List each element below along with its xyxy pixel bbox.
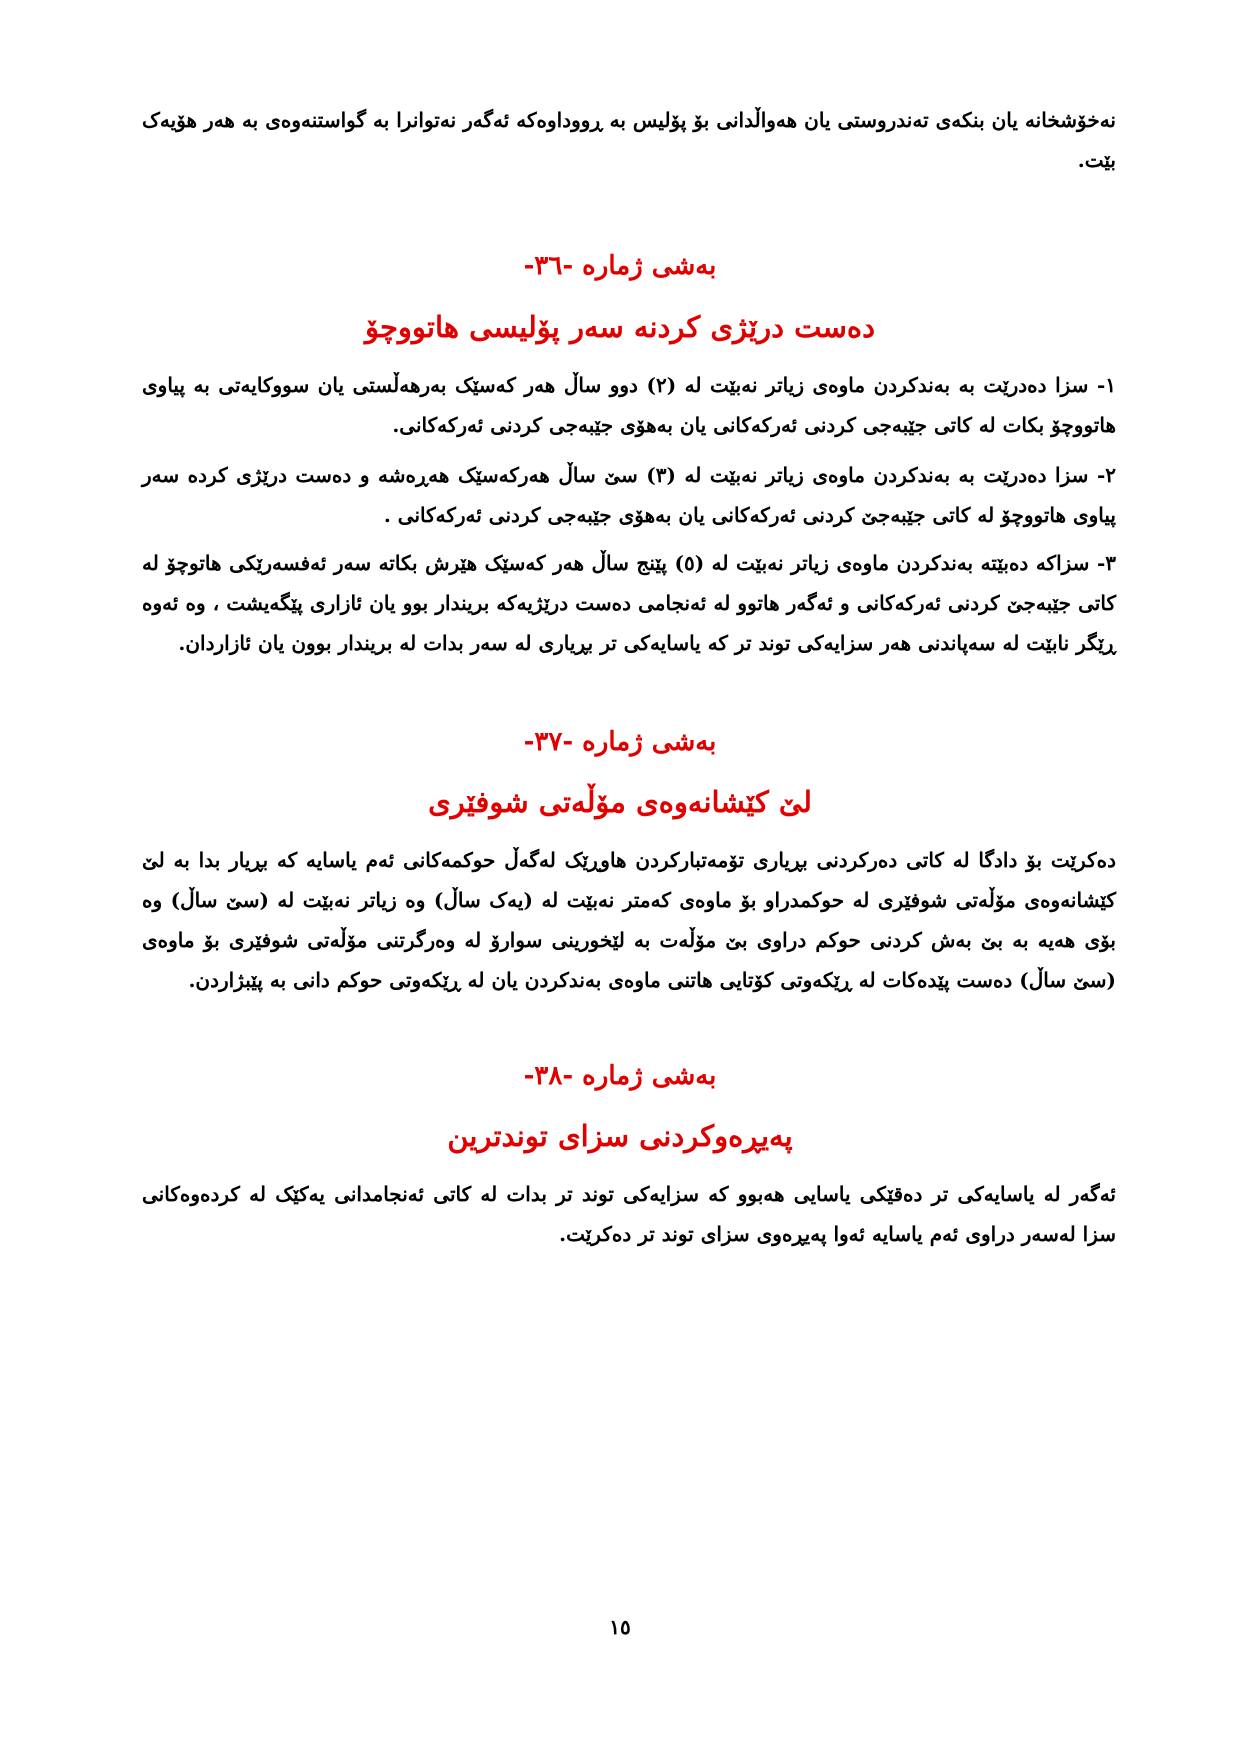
section-36-title: دەست درێژی کردنە سەر پۆلیسی هاتووچۆ	[364, 310, 876, 344]
intro-paragraph: نەخۆشخانە یان بنکەی تەندروستی یان هەواڵدانی بۆ پۆلیس بە ڕووداوەکە ئەگەر نەتوانرا بە گواستنەوەی بە هەر هۆیەک بێت.	[142, 108, 1116, 172]
section-36-paragraph-2: ٢- سزا دەدرێت بە بەندکردن ماوەی زیاتر نەبێت لە (٣) سێ ساڵ هەرکەسێک هەڕەشە و دەست درێژی کردە سەر پیاوی هاتووچۆ لە کاتی جێبەجێ کردنی ئەرکەکانی یان بەهۆی جێبەجی کردنی ئەرکەکانی .	[142, 463, 1116, 527]
section-36-paragraph-1: ١- سزا دەدرێت بە بەندکردن ماوەی زیاتر نەبێت لە (٢) دوو ساڵ هەر کەسێک بەرهەڵستی یان سووکایەتی بە پیاوی هاتووچۆ بکات لە کاتی جێبەجی کردنی ئەرکەکانی یان بەهۆی جێبەجی کردنی ئەرکەکانی.	[142, 373, 1116, 437]
section-37-paragraph-1: دەکرێت بۆ دادگا لە کاتی دەرکردنی بڕیاری تۆمەتبارکردن هاوڕێک لەگەڵ حوکمەکانی ئەم یاسایە کە بڕیار بدا بە لێ کێشانەوەی مۆڵەتی شوفێری لە حوکمدراو بۆ ماوەی کەمتر نەبێت لە (یەک ساڵ) وە زیاتر نەبێت لە (سێ ساڵ) وە بۆی هەیە بە بێ بەش کردنی حوکم دراوی بێ مۆڵەت بە لێخورینی سوارۆ لە وەرگرتنی مۆڵەتی شوفێری بۆ ماوەی (سێ ساڵ) دەست پێدەکات لە ڕێکەوتی کۆتایی هاتنی ماوەی بەندکردن یان لە ڕێکەوتی حوکم دانی بە پێبژاردن.	[142, 848, 1117, 992]
page-number: ١٥	[609, 1615, 631, 1639]
section-38-number: بەشی ژمارە -٣٨-	[523, 1061, 717, 1091]
section-36-number: بەشی ژمارە -٣٦-	[523, 251, 717, 281]
section-38-title: پەیڕەوکردنی سزای توندترین	[447, 1119, 793, 1153]
section-37-title: لێ کێشانەوەی مۆڵەتی شوفێری	[428, 785, 812, 819]
section-38-paragraph-1: ئەگەر لە یاسایەکی تر دەقێکی یاسایی هەبوو کە سزایەکی توند تر بدات لە کاتی ئەنجامدانی یەکێک لە کردەوەکانی سزا لەسەر دراوی ئەم یاسایە ئەوا پەیڕەوی سزای توند تر دەکرێت.	[142, 1182, 1116, 1246]
section-36-paragraph-3: ٣- سزاکە دەبێتە بەندکردن ماوەی زیاتر نەبێت لە (٥) پێنج ساڵ هەر کەسێک هێرش بکاتە سەر ئەفسەرێکی هاتوچۆ لە کاتی جێبەجێ کردنی ئەرکەکانی و ئەگەر هاتوو لە ئەنجامی دەست درێژیەکە بریندار بوو یان ئازاری پێگەیشت ، وە ئەوە ڕێگر نابێت لە سەپاندنی هەر سزایەکی توند تر کە یاسایەکی تر بڕیاری لە سەر بدات لە بریندار بوون یان ئازاردان.	[142, 551, 1116, 655]
section-37-number: بەشی ژمارە -٣٧-	[523, 727, 717, 757]
